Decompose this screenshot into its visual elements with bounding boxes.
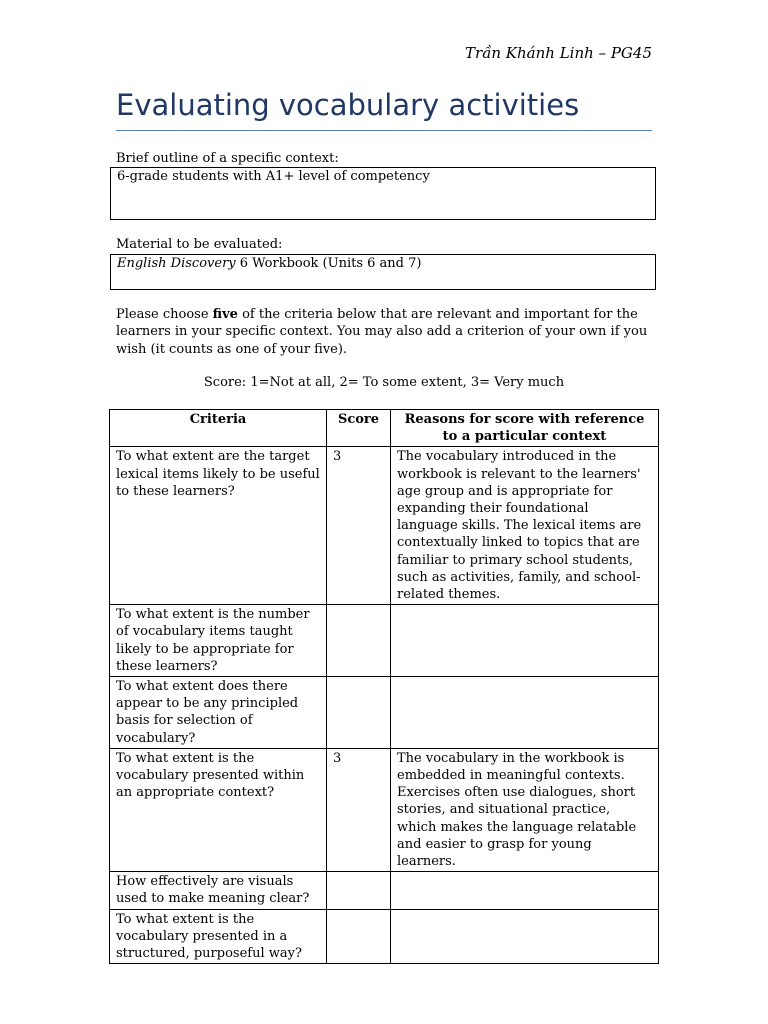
table-row [110, 605, 659, 677]
author-name: Trần Khánh Linh – PG45 [465, 44, 652, 62]
criteria-cell: To what extent does there appear to be any principled basis for selection of vocabulary? [110, 677, 327, 749]
page-title: Evaluating vocabulary activities [116, 88, 652, 131]
context-box[interactable] [110, 167, 656, 220]
score-legend [0, 375, 768, 390]
score-legend-text: Score: 1=Not at all, 2= To some extent, 3= Very much [203, 375, 565, 390]
table-row [110, 447, 659, 605]
criteria-cell: To what extent is the number of vocabulary items taught likely to be appropriate for these learners? [110, 605, 327, 677]
criteria-table [109, 409, 659, 964]
reason-cell[interactable] [391, 677, 659, 749]
header-score: Score [327, 410, 391, 447]
material-label: Material to be evaluated: [116, 237, 283, 252]
score-cell[interactable]: 3 [327, 447, 391, 605]
instructions-before: Please choose [116, 307, 213, 322]
criteria-cell: To what extent is the vocabulary presented within an appropriate context? [110, 748, 327, 871]
criteria-cell: To what extent is the vocabulary presented in a structured, purposeful way? [110, 909, 327, 964]
context-label: Brief outline of a specific context: [116, 151, 339, 166]
instructions-after: of the criteria below that are relevant and important for the learners in your specific context. You may also add a criterion of your own if you wish (it counts as one of your five). [116, 307, 648, 357]
table-row [110, 748, 659, 871]
reason-cell[interactable] [391, 872, 659, 909]
material-title-rest: 6 Workbook (Units 6 and 7) [235, 256, 422, 271]
table-row [110, 872, 659, 909]
score-cell[interactable] [327, 605, 391, 677]
score-cell[interactable] [327, 872, 391, 909]
header-criteria: Criteria [110, 410, 327, 447]
reason-cell[interactable] [391, 909, 659, 964]
score-cell[interactable] [327, 909, 391, 964]
context-value: 6-grade students with A1+ level of competency [117, 169, 430, 184]
instructions-bold: five [212, 307, 238, 322]
reason-cell[interactable] [391, 605, 659, 677]
table-row [110, 909, 659, 964]
reason-cell[interactable]: The vocabulary introduced in the workbook is relevant to the learners' age group and is appropriate for expanding their foundational language skills. The lexical items are contextually linked to topics that are familiar to primary school students, such as activities, family, and school-related themes. [391, 447, 659, 605]
criteria-cell: To what extent are the target lexical items likely to be useful to these learners? [110, 447, 327, 605]
criteria-cell: How effectively are visuals used to make meaning clear? [110, 872, 327, 909]
reason-cell[interactable]: The vocabulary in the workbook is embedded in meaningful contexts. Exercises often use dialogues, short stories, and situational practice, which makes the language relatable and easier to grasp for young learners. [391, 748, 659, 871]
material-box[interactable] [110, 254, 656, 290]
material-title-italic: English Discovery [117, 256, 236, 271]
instructions-paragraph [116, 306, 656, 358]
table-row [110, 677, 659, 749]
table-header-row [110, 410, 659, 447]
score-cell[interactable] [327, 677, 391, 749]
score-cell[interactable]: 3 [327, 748, 391, 871]
header-reasons: Reasons for score with reference to a particular context [391, 410, 659, 447]
